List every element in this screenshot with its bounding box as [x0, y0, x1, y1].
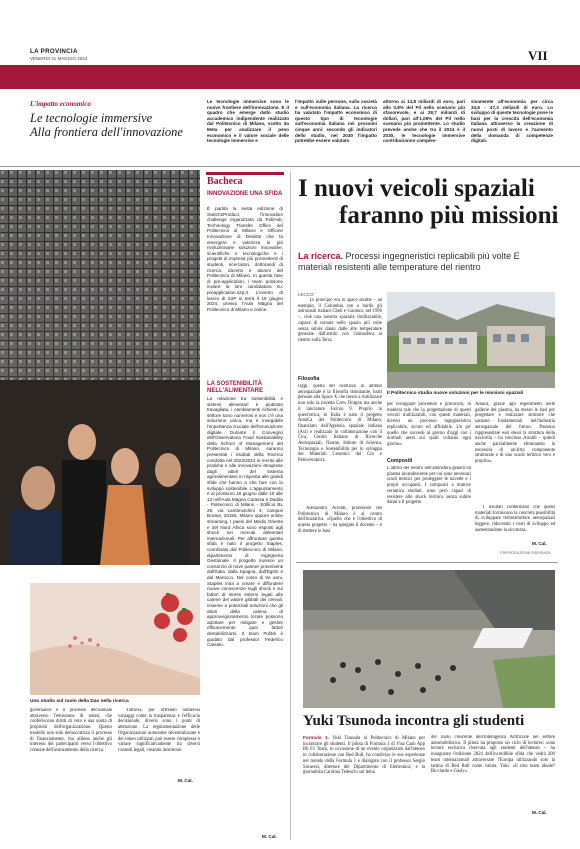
space-summary-text: Processi ingegneristici replicabili più volte E materiali resistenti alle temperature del rientro — [298, 251, 520, 272]
space-h2: Compositi — [387, 458, 413, 464]
space-summary — [298, 251, 553, 273]
dao-photo-illustration — [30, 583, 200, 695]
yuki-signature: M. Cal. — [532, 810, 547, 815]
space-bottom-divider — [296, 562, 558, 563]
dao-body-col2: Tuttavia, pur offrendo numerosi vantaggi come la trasparenza e l'efficacia decisionale, diversi sono i punti di attenzione. La regolamentazione delle Organizzazioni autonome decentralizzate e dei token utilizzati può essere complessa e variare significativamente tra diversi contesti legali, creando incertezze. — [118, 708, 200, 753]
top-divider — [0, 166, 580, 167]
top-body-col1: Le tecnologie immersive sono le nuove frontiere dell'innovazione. E il quadro che emerge dallo studio accademico indipendente realizzato dal Politecnico di Milano, scelto da Meta per analizzare il peso economico e il valore sociale delle tecnologie immersive e — [207, 99, 289, 144]
space-p4: per sviluppare procedure e protocolli, in maniera tale che la progettazione di questi veicoli riutilizzabili, con questi materiali, diventi un processo ingegneristico replicabile, sicuro ed affidabile. Un po' quello che succede al giorno d'oggi con i normali aerei sui quali voliamo ogni giorno». — [387, 402, 471, 447]
bacheca-signature: M. Cal. — [262, 834, 277, 839]
yuki-body-col2: del ruolo crescente dell'Intelligenza Artificiale nel settore automobilistico. Il pilota ha proposto un ciclo di lectures: «una lecture esclusiva riservata agli studenti dell'ateneo – ha inaugurato l'edizione 2024 dell'incredibile sfida che vedrà 200 team internazionali attraversare l'Europa utilizzando solo la lattina di Red Bull come valuta. Yuki: «Il mio team ideale? Ricciardo e Gasly». — [431, 735, 555, 775]
masthead-paper: LA PROVINCIA — [30, 48, 78, 55]
page-number: VII — [528, 48, 548, 63]
space-title-line2: faranno più missioni — [339, 202, 559, 229]
dao-signature: M. Cal. — [178, 778, 193, 783]
dao-photo-caption: Uno studio sul ruolo della Dao nella ricerca — [30, 699, 129, 704]
space-dateline: LECCO — [298, 292, 314, 297]
yuki-body-col1-text: Yuki Tsunoda al Politecnico di Milano per incontrare gli studenti. Il pilota di Formula 1 di Visa Cash App Rb F1 Team, in occasione di un evento organizzato dall'ateneo in collaborazione con Red Bull, ha condiviso le sue esperienze nel mondo della Formula 1 e dialogato con il professor Sergio Savaresi, direttore del Dipartimento di Elettronica, e la giornalista Carolina Tedeschi sul tema — [303, 736, 425, 776]
space-kicker: La ricerca. — [298, 251, 344, 261]
space-p6: Amaca, grazie agli esperimenti nelle gallerie del plasma, ha messo le basi per progettare e realizzare strutture che saranno fondamentali nell'industria aerospaziale del futuro. Possono rappresentare essi stessi la struttura della navicella – ha concluso Airoldi – quindi anche parzialmente eliminando la necessità di un'altra componente strutturale o di uno scudo termico vero e proprio». — [475, 402, 555, 465]
yuki-title: Yuki Tsunoda incontra gli studenti — [303, 713, 525, 729]
space-signature: M. Cal. — [532, 541, 547, 546]
top-kicker: L'impatto economico — [30, 100, 91, 108]
bacheca-header-bar — [206, 172, 284, 175]
yuki-kicker: Formula 1. — [303, 735, 329, 740]
group-photo — [0, 170, 200, 565]
bacheca-s1-body: È partita la sesta edizione di Switch2Product, l'innovation challenge organizzata da PoliHub, Technology Transfer Office del Politecnico di Milano e Officine Innovazione di Deloitte che fa emergere e valorizza le più rivoluzionarie soluzioni innovative, scientifiche e tecnologiche e i progetti di impresa più promettenti di studenti, ricercatori, dottorandi di ricerca, docenti e alumni del Politecnico di Milano. In questa fase di pre-application, i team possono inviare la loro candidatura su: preapplication.s2p.it. L'evento di lancio di S2P si terrà il 18 giugno 2024, presso l'Aula Magna del Politecnico di Milano e online. — [207, 206, 283, 312]
yuki-body-col1 — [303, 735, 425, 815]
top-title-line2: Alla frontiera dell'innovazione — [30, 125, 183, 139]
space-title-line1: I nuovi veicoli spaziali — [298, 175, 535, 202]
top-body-col2: l'impatto sulle persone, sulla società e sull'economia italiana. La ricerca ha valutato l'impatto economico di questo tipo di tecnologie sull'economia italiana nei prossimi cinque anni: secondo gli indicatori dello studio, nel 2030 l'impatto potrebbe essere valutato — [295, 99, 377, 144]
bacheca-s1-title: INNOVAZIONE UNA SFIDA — [207, 191, 283, 197]
top-body-col3: attorno ai 14,8 miliardi di euro, pari allo 0,8% del Pil nello scenario più sfavorevole, e ai 28,7 miliardi di dollari, pari all'1,08% del Pil nello scenario più promettente. Lo studio prevede anche che tra il 2024 e il 2030, le tecnologie immersive contribuiranno comples- — [383, 99, 465, 144]
dao-photo — [30, 583, 200, 695]
space-photo — [387, 292, 555, 388]
top-body-col4: sivamente all'economia per circa 34,6 - 47,3 miliardi di euro. Lo sviluppo di queste tecnologie pone le basi per la crescita dell'economia italiana attraverso la creazione di nuovi posti di lavoro e l'aumento della domanda di competenze digitali. — [471, 99, 553, 144]
space-h1: Filosofia — [298, 376, 320, 382]
group-photo-illustration — [0, 170, 200, 565]
header-band — [0, 65, 580, 89]
bacheca-s2-title: LA SOSTENIBILITÀ NELL'ALIMENTARE — [207, 381, 263, 394]
bacheca-title: Bacheca — [207, 176, 243, 187]
bacheca-divider — [290, 172, 291, 840]
dao-body-col1: governance e il processo decisionale attraverso l'emissione di token, che conferiscono diritti di voto e una quota di proprietà dell'organizzazione. Questo modello non solo democratizza il processo di finanziamento, ma allinea anche gli interessi dei partecipanti verso l'obiettivo comune dell'avanzamento della ricerca. — [30, 708, 112, 753]
space-p2: Oggi, quella del riutilizzo in ambito aerospaziale è la filosofia dominante, basti pensare alla Space X che riesce a riutilizzare non solo la navetta Crew Dragon ma anche il lanciatore Falcon 9. Proprio in quest'ottica, in Italia è nato il progetto AmaCa del Politecnico di Milano, finanziato dall'Agenzia spaziale italiana (Asi) e realizzato in collaborazione con il Cira, Centro Italiano di Ricerche Aerospaziali, l'Issme, Istituto di Scienza, Tecnologia e Sostenibilità per lo sviluppo dei Materiali Ceramici del Cnr e Petroceramics. — [298, 384, 382, 464]
masthead-date: VENERDÌ 31 MAGGIO 2024 — [30, 56, 88, 61]
yuki-photo — [303, 570, 555, 708]
yuki-photo-illustration — [303, 570, 555, 708]
space-p3: Alessandro Airoldi, professore del Politecnico di Milano è al centro dell'iniziativa. «Quello che è l'obiettivo di questo progetto – ha spiegato il docente – è di mettere le basi — [298, 506, 382, 534]
bacheca-s2-body: La relazione tra sostenibilità e sistemi alimentari è piuttosto travagliata, i cambiamenti richiesti al settore sono numerosi e non c'è una soluzione unica, ma è innegabile l'importanza cruciale dell'innovazione digitale. Durante il Convegno dell'Osservatorio Food Sustainability della School of Management del Politecnico di Milano, saranno presentati i risultati della Ricerca condotta nel 2023/2024 in merito alle pratiche e alle innovazioni intraprese dagli attori del sistema agroalimentare in risposta alle grandi sfide che hanno a che fare con lo sviluppo sostenibile. L'appuntamento è al prossimo 18 giugno dalle 10 alle 13 nell'Aula Magna Carassa e Dadda - Politecnico di Milano - Edificio BL 28, via Lambruschini 4, campus Bovisa, 20156, Milano oppure online streaming. I paesi del Medio Oriente e del Nord Africa sono esposti agli shock nei mercati alimentari internazionali. Per affrontare questa sfida è nato il progetto Staples, coordinato dal Politecnico di Milano, dipartimento di Ingegneria Gestionale. Il progetto riunisce un consorzio di nove partner provenienti dall'Italia, dalla Spagna, dall'Egitto e dal Marocco. Nel corso di tre anni, Staples mira a creare e diffondere nuove conoscenze sugli shock e sui fattori di stress esterni legati alle catene del valore globali dei cereali, insieme a potenziali soluzioni che gli attori della catena di approvvigionamento locale possono adottare per mitigare e gestire efficacemente quei fattori destabilizzanti. Il team PoliMi è guidato dal professor Federico Caniato. — [207, 396, 283, 648]
space-p7: I risultati confermano che questi materiali forniscono la concreta possibilità di sviluppare termostrutture aerospaziali leggere, riducendo i costi di sviluppo ed aumentandone la sicurezza. — [475, 505, 555, 533]
space-rights: ©RIPRODUZIONE RISERVATA — [500, 551, 551, 555]
top-title-line1: Le tecnologie immersive — [30, 111, 153, 125]
space-photo-illustration — [387, 292, 555, 388]
space-p1: In principio era lo space shuttle – ad esempio, il Columbia con a bordo gli astronauti italiani Cheli e Guidoni, nel 1996 –, cioè una navetta spaziale riutilizzabile, capace di tornare nello spazio più volte senza subire danni dalle alte temperature generate dall'attrito con l'atmosfera al rientro sulla Terra. — [298, 298, 382, 343]
space-photo-caption: Il Politecnico studia nuove soluzioni per le missioni spaziali — [387, 391, 524, 396]
space-p5: L'attrito del rientro nell'atmosfera genera un plasma incandescente per cui sono necessari scudi termici per proteggere le navette e i propri occupanti. I compositi a matrice ceramica studiati, sono però capaci di resistere allo shock termico senza subire danni e il progetto — [387, 466, 471, 506]
